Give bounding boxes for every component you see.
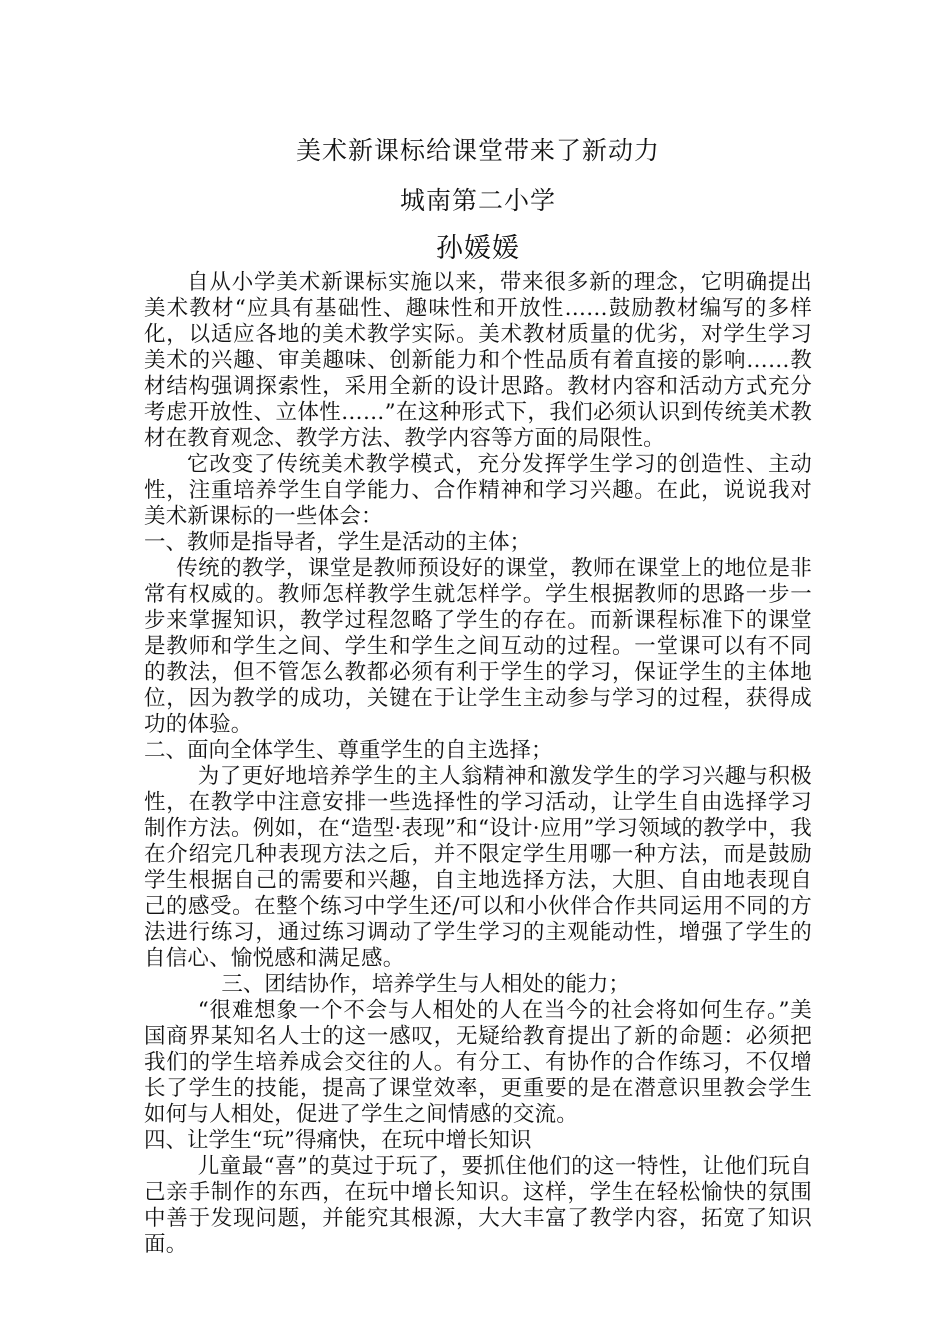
section-1-heading: 一、教师是指导者，学生是活动的主体； [144, 530, 532, 555]
document-body [144, 270, 812, 1258]
section-3-body: “很难想象一个不会与人相处的人在当今的社会将如何生存。”美国商界某知名人士的这一感叹，无疑给教育提出了新的命题：必须把我们的学生培养成会交往的人。有分工、有协作的合作练习，不仅增长了学生的技能，提高了课堂效率，更重要的是在潜意识里教会学生如何与人相处，促进了学生之间情感的交流。 [144, 998, 812, 1127]
document-page [144, 0, 812, 1344]
author-name: 孙媛媛 [436, 233, 520, 264]
section-4-body: 儿童最“喜”的莫过于玩了，要抓住他们的这一特性，让他们玩自己亲手制作的东西，在玩中增长知识。这样，学生在轻松愉快的氛围中善于发现问题，并能究其根源，大大丰富了教学内容，拓宽了知识面。 [144, 1154, 812, 1257]
section-3-heading: 三、团结协作，培养学生与人相处的能力； [221, 972, 630, 997]
section-2-heading: 二、面向全体学生、尊重学生的自主选择； [144, 738, 553, 763]
intro-paragraph-2: 它改变了传统美术教学模式，充分发挥学生学习的创造性、主动性，注重培养学生自学能力、合作精神和学习兴趣。在此，说说我对美术新课标的一些体会： [144, 452, 812, 529]
school-name: 城南第二小学 [399, 186, 556, 215]
section-1-body: 传统的教学，课堂是教师预设好的课堂，教师在课堂上的地位是非常有权威的。教师怎样教学生就怎样学。学生根据教师的思路一步一步来掌握知识，教学过程忽略了学生的存在。而新课程标准下的课堂是教师和学生之间、学生和学生之间互动的过程。一堂课可以有不同的教法，但不管怎么教都必须有利于学生的学习，保证学生的主体地位，因为教学的成功，关键在于让学生主动参与学习的过程，获得成功的体验。 [144, 556, 812, 737]
document-title: 美术新课标给课堂带来了新动力 [295, 136, 660, 165]
section-2-body: 为了更好地培养学生的主人翁精神和激发学生的学习兴趣与积极性，在教学中注意安排一些选择性的学习活动，让学生自由选择学习制作方法。例如，在“造型·表现”和“设计·应用”学习领域的教学中，我在介绍完几种表现方法之后，并不限定学生用哪一种方法，而是鼓励学生根据自己的需要和兴趣，自主地选择方法，大胆、自由地表现自己的感受。在整个练习中学生还/可以和小伙伴合作共同运用不同的方法进行练习，通过练习调动了学生学习的主观能动性，增强了学生的自信心、愉悦感和满足感。 [144, 764, 812, 971]
section-4-heading: 四、让学生“玩”得痛快，在玩中增长知识 [144, 1128, 532, 1153]
intro-paragraph-1: 自从小学美术新课标实施以来，带来很多新的理念，它明确提出美术教材“应具有基础性、趣味性和开放性……鼓励教材编写的多样化，以适应各地的美术教学实际。美术教材质量的优劣，对学生学习美术的兴趣、审美趣味、创新能力和个性品质有着直接的影响……教材结构强调探索性，采用全新的设计思路。教材内容和活动方式充分考虑开放性、立体性……”在这种形式下，我们必须认识到传统美术教材在教育观念、教学方法、教学内容等方面的局限性。 [144, 270, 812, 451]
